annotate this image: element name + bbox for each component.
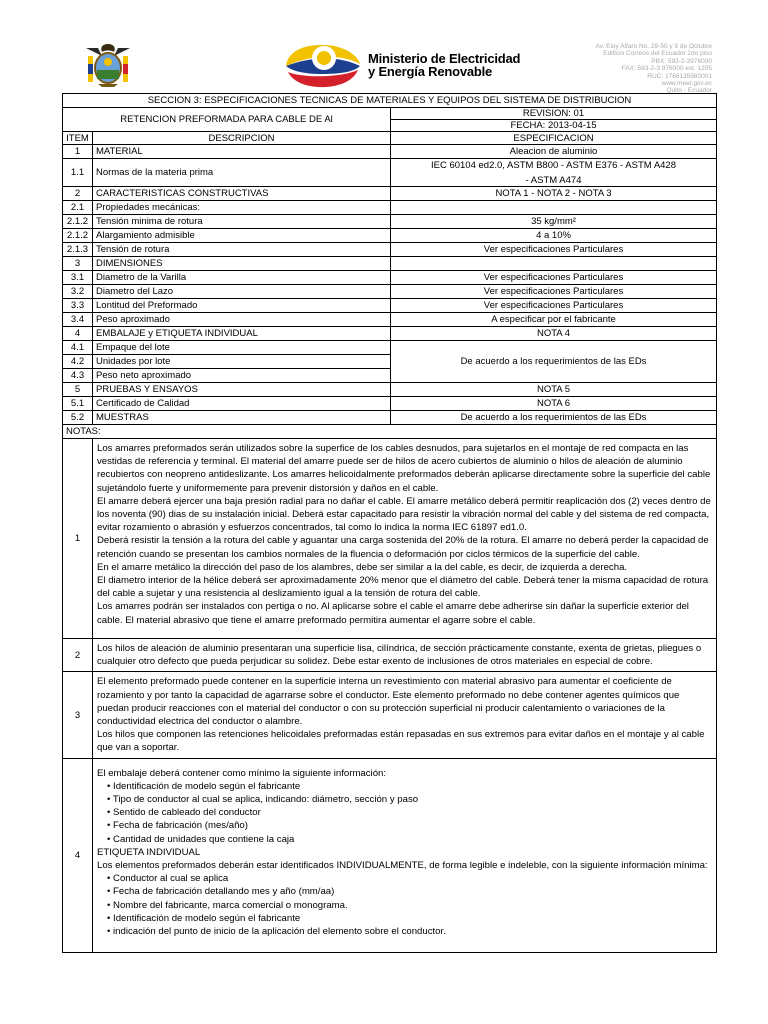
desc-cell: Diametro del Lazo — [93, 285, 391, 299]
note-paragraph: El embalaje deberá contener como mínimo la siguiente información: — [97, 767, 387, 779]
item-cell: 1 — [63, 145, 93, 159]
desc-cell: MATERIAL — [93, 145, 391, 159]
table-row — [63, 285, 717, 299]
ministry-emblem-icon — [282, 40, 364, 90]
address-line: www.meer.gov.ec — [661, 80, 712, 88]
note-paragraph: Los amarres preformados serán utilizados sobre la superfice de los cables desnudos, para sujetarlos en el montaje de red compacta en las vestidas de referencia y terminal. El material del amarre puede ser de hilos de acero cubiertos de aluminio o hilos de aleación de aluminio recubiertos con neopreno antideslizante. Los amarres helicoidalmente preformados deberán aplicarse directamente sobre la superficie del cable sujetándolo fuerte y uniformemente para prevenir distorsión y daños en el cable. — [97, 443, 711, 494]
spec-line: - ASTM A474 — [525, 174, 582, 186]
item-cell: 2.1 — [63, 201, 93, 215]
desc-cell: PRUEBAS Y ENSAYOS — [93, 383, 391, 397]
item-cell: 3 — [63, 257, 93, 271]
desc-cell: Peso neto aproximado — [93, 369, 391, 383]
note-row — [63, 639, 717, 672]
table-row — [63, 201, 717, 215]
table-row — [63, 243, 717, 257]
table-row — [63, 159, 717, 187]
item-cell: 5.2 — [63, 411, 93, 425]
list-item: • indicación del punto de inicio de la aplicación del elemento sobre el conductor. — [107, 925, 712, 938]
item-cell: 1.1 — [63, 159, 93, 187]
fecha: FECHA: 2013-04-15 — [391, 120, 717, 132]
item-cell: 5.1 — [63, 397, 93, 411]
note-paragraph: En el amarre metálico la dirección del paso de los alambres, debe ser similar a la del cable, es decir, de izquierda a derecha. — [97, 561, 628, 573]
table-row — [63, 397, 717, 411]
table-row — [63, 257, 717, 271]
spec-cell: Ver especificaciones Particulares — [391, 271, 717, 285]
item-cell: 4.3 — [63, 369, 93, 383]
spec-cell: A especificar por el fabricante — [391, 313, 717, 327]
item-cell: 3.2 — [63, 285, 93, 299]
ministry-name-line2: y Energía Renovable — [368, 64, 493, 79]
revision: REVISION: 01 — [391, 108, 717, 120]
spec-cell: Aleacion de aluminio — [391, 145, 717, 159]
packaging-info-list — [97, 780, 712, 846]
address-line: RUC: 1768135980001 — [647, 72, 712, 80]
column-header-especificacion: ESPECIFICACION — [391, 132, 717, 145]
table-row — [63, 187, 717, 201]
list-item: • Nombre del fabricante, marca comercial o monograma. — [107, 899, 712, 912]
note-text — [93, 439, 717, 639]
list-item: • Fecha de fabricación (mes/año) — [107, 819, 712, 832]
item-cell: 4 — [63, 327, 93, 341]
desc-cell: EMBALAJE y ETIQUETA INDIVIDUAL — [93, 327, 391, 341]
desc-cell: Tensión de rotura — [93, 243, 391, 257]
spec-cell: NOTA 4 — [391, 327, 717, 341]
desc-cell: Unidades por lote — [93, 355, 391, 369]
table-row — [63, 215, 717, 229]
ministry-logo — [282, 38, 572, 93]
table-row — [63, 327, 717, 341]
spec-cell — [391, 257, 717, 271]
desc-cell: Diametro de la Varilla — [93, 271, 391, 285]
desc-cell: Normas de la materia prima — [93, 159, 391, 187]
note-paragraph: Deberá resistir la tensión a la rotura del cable y aguantar una carga sostenida del 20% de la rotura. El amarre no deberá perder la capacidad de retención cuando se presentan los cambios normales de la fluencia o deformación por ciclos térmicos de la superficie del cable. — [97, 535, 709, 560]
spec-cell — [391, 201, 717, 215]
note-number: 2 — [63, 639, 93, 672]
table-row — [63, 229, 717, 243]
table-row — [63, 313, 717, 327]
note-subtitle: ETIQUETA INDIVIDUAL — [97, 846, 201, 858]
item-cell: 3.4 — [63, 313, 93, 327]
ministry-name-line1: Ministerio de Electricidad — [368, 51, 521, 66]
note-number: 3 — [63, 672, 93, 758]
list-item: • Tipo de conductor al cual se aplica, indicando: diámetro, sección y paso — [107, 793, 712, 806]
column-header-descripcion: DESCRIPCION — [93, 132, 391, 145]
note-row — [63, 758, 717, 952]
desc-cell: Certificado de Calidad — [93, 397, 391, 411]
note-paragraph: Los elementos preformados deberán estar identificados INDIVIDUALMENTE, de forma legible e indeleble, con la siguiente información mínima: — [97, 860, 708, 872]
item-cell: 4.2 — [63, 355, 93, 369]
address-block — [540, 43, 712, 95]
note-number: 1 — [63, 439, 93, 639]
desc-cell: Empaque del lote — [93, 341, 391, 355]
coat-of-arms-icon — [80, 42, 136, 88]
desc-cell: Tensión minima de rotura — [93, 215, 391, 229]
spec-line: IEC 60104 ed2.0, ASTM B800 - ASTM E376 - ASTM A428 — [430, 159, 677, 171]
note-paragraph: El diametro interior de la hélice deberá ser aproximadamente 20% menor que el diámetro del cable. Deberá tener la misma capacidad de rotura del cable a sujetar y una resistencia al deslizamiento igual a la tensión de rotura del cable. — [97, 575, 709, 600]
spec-cell: 4 a 10% — [391, 229, 717, 243]
table-row — [63, 383, 717, 397]
item-cell: 3.3 — [63, 299, 93, 313]
spec-cell: Ver especificaciones Particulares — [391, 285, 717, 299]
desc-cell: DIMENSIONES — [93, 257, 391, 271]
label-info-list — [97, 872, 712, 938]
spec-cell: 35 kg/mm² — [391, 215, 717, 229]
list-item: • Fecha de fabricación detallando mes y año (mm/aa) — [107, 885, 712, 898]
item-cell: 4.1 — [63, 341, 93, 355]
desc-cell: CARACTERISTICAS CONSTRUCTIVAS — [93, 187, 391, 201]
address-line: PBX: 593-2-3976000 — [651, 57, 712, 65]
note-row — [63, 439, 717, 639]
item-cell: 5 — [63, 383, 93, 397]
note-paragraph: Los amarres podrán ser instalados con pertiga o no. Al aplicarse sobre el cable el amarre debe adherirse sin dañar la superficie exterior del cable. El material abrasivo que tiene el amarre preformado permitira aumentar el agarre sobre el cable. — [97, 601, 689, 626]
note-text — [93, 758, 717, 952]
spec-cell: De acuerdo a los requerimientos de las EDs — [391, 341, 717, 383]
desc-cell: MUESTRAS — [93, 411, 391, 425]
section-title: SECCION 3: ESPECIFICACIONES TECNICAS DE MATERIALES Y EQUIPOS DEL SISTEMA DE DISTRIBUCION — [63, 94, 717, 108]
table-row — [63, 411, 717, 425]
item-cell: 3.1 — [63, 271, 93, 285]
table-row — [63, 145, 717, 159]
note-paragraph: El elemento preformado puede contener en la superficie interna un revestimiento con material abrasivo para aumentar el coeficiente de rozamiento y por tanto la capacidad de agarrarse sobre el conductor. Este elemento preformado no debe contener agentes químicos que puedan producir reacciones con el material del conductor o con su protección superficial ni producir calentamiento o variaciones de la conductividad electrica del conductor o alambre. — [97, 676, 680, 728]
list-item: • Identificación de modelo según el fabricante — [107, 912, 712, 925]
spec-cell: Ver especificaciones Particulares — [391, 299, 717, 313]
note-paragraph: Los hilos que componen las retenciones helicoidales preformadas están repasadas en sus extremos para evitar daños en el montaje y al cable que van a soportar. — [97, 729, 705, 754]
desc-cell: Propiedades mecánicas: — [93, 201, 391, 215]
desc-cell: Alargamiento admisible — [93, 229, 391, 243]
item-cell: 2.1.3 — [63, 243, 93, 257]
note-paragraph: El amarre deberá ejercer una baja presión radial para no dañar el cable. El amarre metálico deberá permitir reaplicación dos (2) veces dentro de los noventa (90) dias de su instalación inicial. Deberá estar capacitado para resistir la vibración normal del cable y del sistema de red compacta, evitar rozamiento o abrasión y esfuerzos concentrados, tal como lo indica la norma IEC 61897 ed1.0. — [97, 495, 711, 534]
spec-cell — [391, 159, 717, 187]
item-cell: 2 — [63, 187, 93, 201]
item-cell: 2.1.2 — [63, 229, 93, 243]
spec-cell: Ver especificaciones Particulares — [391, 243, 717, 257]
notes-label: NOTAS: — [63, 425, 717, 439]
spec-cell: NOTA 6 — [391, 397, 717, 411]
table-row — [63, 271, 717, 285]
list-item: • Identificación de modelo según el fabricante — [107, 780, 712, 793]
item-cell: 2.1.2 — [63, 215, 93, 229]
note-text — [93, 672, 717, 758]
desc-cell: Peso aproximado — [93, 313, 391, 327]
note-number: 4 — [63, 758, 93, 952]
list-item: • Cantidad de unidades que contiene la caja — [107, 833, 712, 846]
letterhead — [62, 38, 716, 93]
address-line: Edificio Correos del Ecuador 2do piso — [603, 50, 712, 58]
note-row — [63, 672, 717, 758]
spec-cell: De acuerdo a los requerimientos de las EDs — [391, 411, 717, 425]
list-item: • Sentido de cableado del conductor — [107, 806, 712, 819]
note-text: Los hilos de aleación de aluminio presentaran una superficie lisa, cilíndrica, de sección prácticamente constante, exenta de grietas, pliegues o cualquier otro defecto que pueda perjudicar su solidez. Debe estar exento de inclusiones de otros materiales en especial de cobre. — [93, 639, 717, 672]
ministry-name — [368, 52, 520, 78]
table-row — [63, 299, 717, 313]
address-line: Quito - Ecuador — [666, 87, 712, 95]
list-item: • Conductor al cual se aplica — [107, 872, 712, 885]
column-header-item: ITEM — [63, 132, 93, 145]
spec-table — [62, 93, 717, 953]
table-row — [63, 341, 717, 355]
desc-cell: Lontitud del Preformado — [93, 299, 391, 313]
address-line: FAX: 593-2-3 976000 ext. 1205 — [621, 65, 712, 73]
address-line: Av. Eloy Alfaro No. 29-50 y 9 de Octubre — [595, 43, 712, 50]
spec-cell: NOTA 5 — [391, 383, 717, 397]
document-title: RETENCION PREFORMADA PARA CABLE DE Al — [63, 108, 391, 132]
spec-cell: NOTA 1 - NOTA 2 - NOTA 3 — [391, 187, 717, 201]
